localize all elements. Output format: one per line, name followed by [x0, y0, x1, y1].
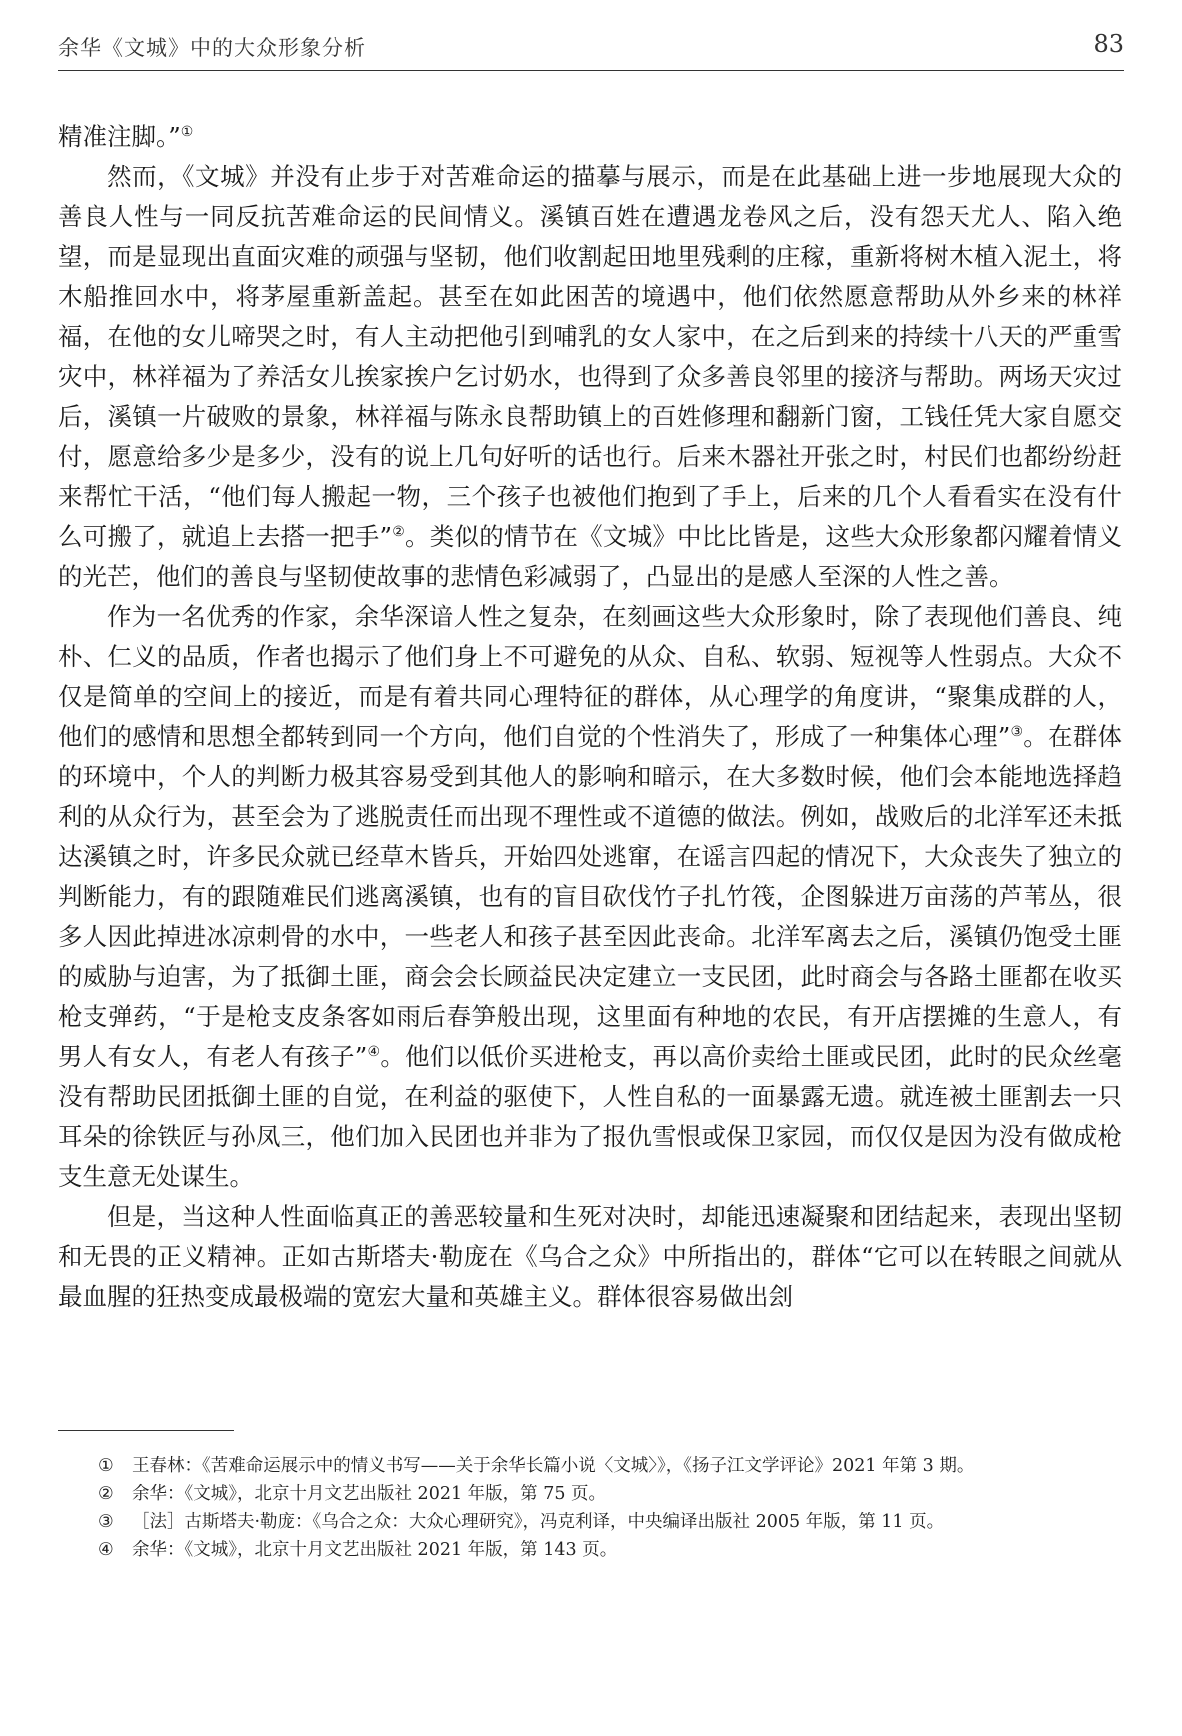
paragraph-4: [58, 1197, 1122, 1317]
footnote-ref-4: ④: [367, 1043, 381, 1060]
paragraph-text: 但是，当这种人性面临真正的善恶较量和生死对决时，却能迅速凝聚和团结起来，表现出坚韧和无畏的正义精神。正如古斯塔夫·勒庞在《乌合之众》中所指出的，群体“它可以在转眼之间就从最血腥的狂热变成最极端的宽宏大量和英雄主义。群体很容易做出刽: [58, 1202, 1122, 1311]
footnote-3: [98, 1508, 1118, 1536]
paragraph-2: [58, 157, 1122, 597]
footnote-4: [98, 1536, 1118, 1564]
paragraph-text-after: 。类似的情节在《文城》中比比皆是，这些大众形象都闪耀着情义的光芒，他们的善良与坚韧使故事的悲情色彩减弱了，凸显出的是感人至深的人性之善。: [58, 522, 1122, 591]
footnote-mark: ②: [98, 1484, 114, 1504]
footnote-mark: ④: [98, 1540, 114, 1560]
footnote-mark: ③: [98, 1512, 114, 1532]
footnote-ref-1: ①: [180, 123, 194, 140]
body-text: [58, 117, 1122, 1317]
footnote-separator: [58, 1430, 234, 1431]
paragraph-text-continued: 。他们以低价买进枪支，再以高价卖给土匪或民团，此时的民众丝毫没有帮助民团抵御土匪的自觉，在利益的驱使下，人性自私的一面暴露无遗。就连被土匪割去一只耳朵的徐铁匠与孙凤三，他们加入民团也并非为了报仇雪恨或保卫家园，而仅仅是因为没有做成枪支生意无处谋生。: [58, 1042, 1122, 1191]
paragraph-text: 然而，《文城》并没有止步于对苦难命运的描摹与展示，而是在此基础上进一步地展现大众的善良人性与一同反抗苦难命运的民间情义。溪镇百姓在遭遇龙卷风之后，没有怨天尤人、陷入绝望，而是显现出直面灾难的顽强与坚韧，他们收割起田地里残剩的庄稼，重新将树木植入泥土，将木船推回水中，将茅屋重新盖起。甚至在如此困苦的境遇中，他们依然愿意帮助从外乡来的林祥福，在他的女儿啼哭之时，有人主动把他引到哺乳的女人家中，在之后到来的持续十八天的严重雪灾中，林祥福为了养活女儿挨家挨户乞讨奶水，也得到了众多善良邻里的接济与帮助。两场天灾过后，溪镇一片破败的景象，林祥福与陈永良帮助镇上的百姓修理和翻新门窗，工钱任凭大家自愿交付，愿意给多少是多少，没有的说上几句好听的话也行。后来木器社开张之时，村民们也都纷纷赶来帮忙干活，“他们每人搬起一物，三个孩子也被他们抱到了手上，后来的几个人看看实在没有什么可搬了，就追上去搭一把手”: [58, 162, 1122, 551]
footnote-text: 王春林：《苦难命运展示中的情义书写——关于余华长篇小说〈文城〉》，《扬子江文学评论》2021 年第 3 期。: [132, 1456, 975, 1476]
footnote-ref-2: ②: [392, 523, 406, 540]
page-number: 83: [1093, 30, 1124, 58]
paragraph-1: [58, 117, 1122, 157]
running-header: [58, 30, 1124, 71]
running-title: 余华《文城》中的大众形象分析: [58, 36, 366, 60]
paragraph-text: 作为一名优秀的作家，余华深谙人性之复杂，在刻画这些大众形象时，除了表现他们善良、纯朴、仁义的品质，作者也揭示了他们身上不可避免的从众、自私、软弱、短视等人性弱点。大众不仅是简单的空间上的接近，而是有着共同心理特征的群体，从心理学的角度讲，“聚集成群的人，他们的感情和思想全都转到同一个方向，他们自觉的个性消失了，形成了一种集体心理”: [58, 602, 1122, 751]
footnotes: [98, 1452, 1118, 1564]
paragraph-text: 精准注脚。”: [58, 122, 181, 151]
footnote-ref-3: ③: [1010, 723, 1024, 740]
footnote-1: [98, 1452, 1118, 1480]
footnote-mark: ①: [98, 1456, 114, 1476]
paragraph-3: [58, 597, 1122, 1197]
footnote-text: ［法］古斯塔夫·勒庞：《乌合之众：大众心理研究》，冯克利译，中央编译出版社 2005 年版，第 11 页。: [132, 1512, 945, 1532]
footnote-text: 余华：《文城》，北京十月文艺出版社 2021 年版，第 75 页。: [132, 1484, 607, 1504]
paragraph-text-after: 。在群体的环境中，个人的判断力极其容易受到其他人的影响和暗示，在大多数时候，他们会本能地选择趋利的从众行为，甚至会为了逃脱责任而出现不理性或不道德的做法。例如，战败后的北洋军还未抵达溪镇之时，许多民众就已经草木皆兵，开始四处逃窜，在谣言四起的情况下，大众丧失了独立的判断能力，有的跟随难民们逃离溪镇，也有的盲目砍伐竹子扎竹筏，企图躲进万亩荡的芦苇丛，很多人因此掉进冰凉刺骨的水中，一些老人和孩子甚至因此丧命。北洋军离去之后，溪镇仍饱受土匪的威胁与迫害，为了抵御土匪，商会会长顾益民决定建立一支民团，此时商会与各路土匪都在收买枪支弹药，“于是枪支皮条客如雨后春笋般出现，这里面有种地的农民，有开店摆摊的生意人，有男人有女人，有老人有孩子”: [58, 722, 1122, 1071]
footnote-2: [98, 1480, 1118, 1508]
footnote-text: 余华：《文城》，北京十月文艺出版社 2021 年版，第 143 页。: [132, 1540, 618, 1560]
